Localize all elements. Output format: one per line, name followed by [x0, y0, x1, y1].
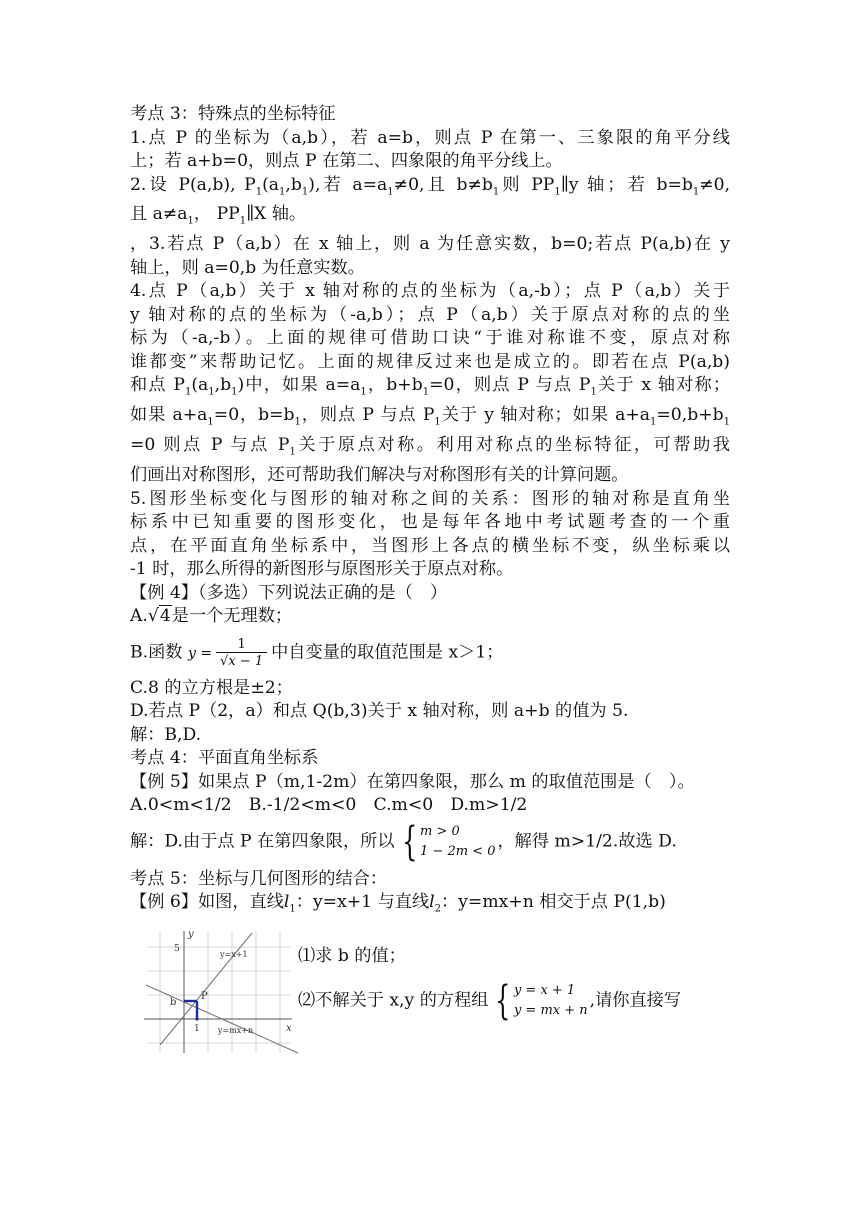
example-4-option-d: D.若点 P（2，a）和点 Q(b,3)关于 x 轴对称，则 a+b 的值为 5. — [130, 701, 629, 722]
fraction: $\frac{1}{√x - 1}$ — [216, 637, 267, 669]
tick-5-label: 5 — [174, 944, 180, 955]
coordinate-graph — [140, 927, 300, 1055]
point-p-label: P — [201, 991, 208, 1003]
example-6-block — [130, 927, 730, 1057]
document-page — [130, 103, 730, 1057]
b-label: b — [170, 997, 177, 1009]
example-4-option-b: B.函数 y = $\frac{1}{√x - 1}$ 中自变量的取值范围是 x＞1； — [130, 636, 504, 669]
sqrt-expression: √4 — [147, 606, 171, 627]
point-4-line-e: 和点 $P_1(a_1,b_1)$中，如果 $a=a_1$，$b+b_1=0$，则点 P 与点 $P_1$关于 x 轴对称； — [130, 375, 731, 398]
line-1-label: y=x+1 — [220, 950, 248, 960]
example-4-title: 【例 4】（多选）下列说法正确的是（ ） — [130, 582, 448, 603]
example-4-option-c: C.8 的立方根是±2； — [130, 677, 293, 698]
question-1: ⑴求 b 的值； — [298, 946, 406, 967]
point-4-line-c: 标为（-a,-b）。上面的规律可借助口诀“于谁对称谁不变，原点对称 — [130, 328, 730, 349]
example-4-option-a: A.√4是一个无理数； — [130, 605, 730, 629]
point-5-line-a: 5.图形坐标变化与图形的轴对称之间的关系：图形的轴对称是直角坐 — [130, 488, 730, 509]
point-1-line-a: 1.点 P 的坐标为（a,b），若 a=b，则点 P 在第一、三象限的角平分线 — [130, 127, 730, 148]
line-2-label: y=mx+n — [218, 1026, 254, 1036]
x-axis-label: x — [286, 1023, 292, 1035]
point-4-line-g: =0 则点 P 与点 $P_1$关于原点对称。利用对称点的坐标特征，可帮助我 — [130, 435, 730, 458]
point-3-line-b: 轴上，则 a=0,b 为任意实数。 — [130, 257, 365, 278]
example-5-options: A.0<m<1/2 B.-1/2<m<0 C.m<0 D.m>1/2 — [130, 795, 528, 816]
point-4-line-h: 们画出对称图形，还可帮助我们解决与对称图形有关的计算问题。 — [130, 465, 629, 486]
point-5-line-b: 标系中已知重要的图形变化，也是每年各地中考试题考查的一个重 — [130, 512, 730, 533]
point-4-line-b: y 轴对称的点的坐标为（-a,b）；点 P（a,b）关于原点对称的点的坐 — [130, 304, 730, 325]
section-title-5: 考点 5：坐标与几何图形的结合： — [130, 868, 388, 889]
point-4-line-a: 4.点 P（a,b）关于 x 轴对称的点的坐标为（a,-b）；点 P（a,b）关于 — [130, 281, 730, 302]
example-5-answer: 解：D.由于点 P 在第四象限，所以 { m > 0 1 − 2m < 0 ，解得 m>1/2.故选 D. — [130, 818, 677, 865]
example-4-answer: 解：B,D. — [130, 724, 202, 745]
section-title-3: 考点 3：特殊点的坐标特征 — [130, 104, 336, 124]
point-2-line-b: 且 $a\ne a_1$， $PP_1\parallel X$ 轴。 — [130, 204, 307, 227]
y-axis-label: y — [188, 929, 194, 941]
section-title-4: 考点 4：平面直角坐标系 — [130, 748, 319, 769]
question-2: ⑵不解关于 x,y 的方程组 { y = x + 1 y = mx + n ,请你直接写 — [298, 977, 682, 1024]
point-2-line-a: 2.设 P(a,b), $P_1(a_1,b_1)$,若 $a=a_1\ne 0$,且 $b\ne b_1$则 $PP_1\parallel y$ 轴；若 $b=b_1\ne 0$, — [130, 174, 731, 197]
example-5-title: 【例 5】如果点 P（m,1-2m）在第四象限，那么 m 的取值范围是（ ）。 — [130, 771, 695, 792]
point-5-line-d: -1 时，那么所得的新图形与原图形关于原点对称。 — [130, 559, 514, 580]
point-3-line-a: ，3.若点 P（a,b）在 x 轴上，则 a 为任意实数，b=0;若点 P(a,b)在 y — [130, 234, 730, 255]
point-1-line-b: 上；若 a+b=0，则点 P 在第二、四象限的角平分线上。 — [130, 151, 563, 171]
point-4-line-f: 如果 $a+a_1=0$，$b=b_1$，则点 P 与点 $P_1$关于 y 轴对称；如果 $a+a_1=0,b+b_1$ — [130, 405, 730, 428]
example-6-title: 【例 6】如图，直线$l_1$：y=x+1 与直线$l_2$：y=mx+n 相交于点 P(1,b) — [130, 892, 666, 915]
equation-system: { y = x + 1 y = mx + n — [495, 977, 588, 1024]
tick-1-label: 1 — [194, 1024, 200, 1035]
example-6-questions — [298, 927, 730, 1024]
point-4-line-d: 谁都变”来帮助记忆。上面的规律反过来也是成立的。即若在点 P(a,b) — [130, 351, 730, 372]
inequality-system: { m > 0 1 − 2m < 0 — [401, 818, 496, 865]
point-5-line-c: 点，在平面直角坐标系中，当图形上各点的横坐标不变，纵坐标乘以 — [130, 535, 730, 556]
